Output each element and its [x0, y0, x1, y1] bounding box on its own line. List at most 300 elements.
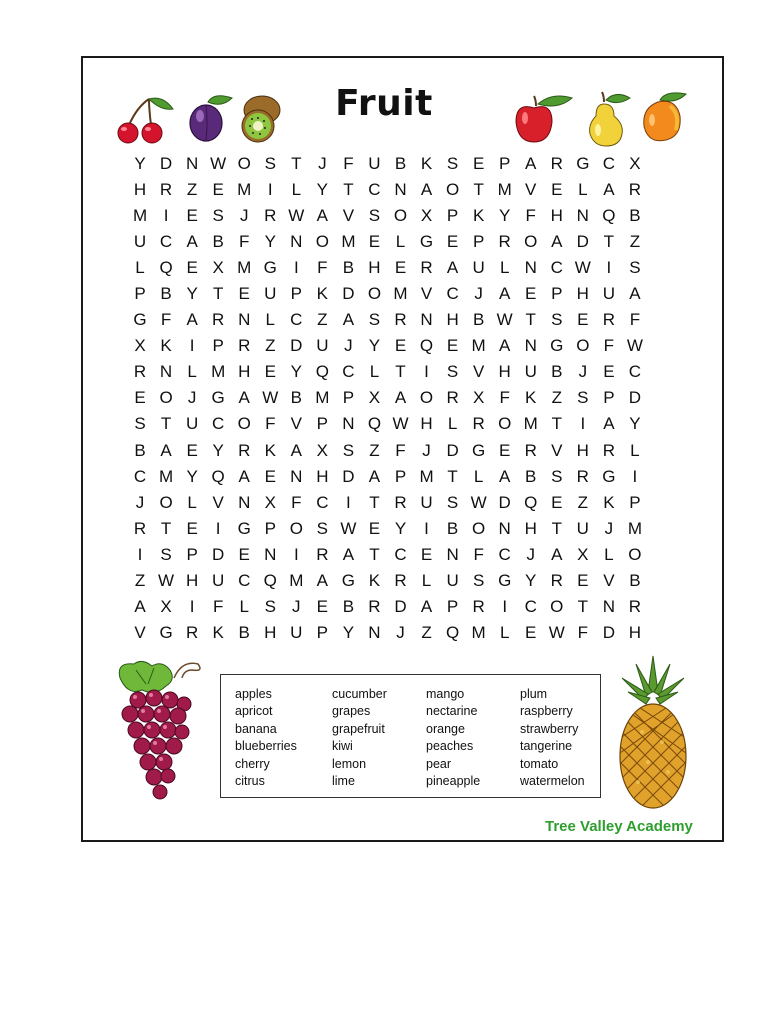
grid-letter: F	[265, 414, 276, 434]
grid-letter: T	[473, 180, 484, 200]
grid-letter: T	[291, 154, 302, 174]
grid-letter: B	[160, 284, 172, 304]
grid-letter: A	[238, 466, 250, 486]
grid-letter: R	[628, 180, 642, 200]
grid-letter: Z	[421, 622, 432, 642]
grid-letter: U	[524, 362, 537, 382]
grid-letter: B	[472, 310, 485, 330]
mango-icon	[640, 90, 692, 146]
grid-letter: D	[342, 284, 355, 304]
grid-letter: L	[499, 622, 510, 642]
grid-letter: I	[502, 596, 508, 616]
grid-letter: R	[576, 466, 589, 486]
grid-letter: H	[133, 180, 147, 200]
grid-letter: C	[290, 310, 303, 330]
grid-letter: T	[212, 284, 224, 304]
grid-letter: Z	[551, 388, 562, 408]
grid-letter: C	[394, 544, 407, 564]
word-list-box	[220, 674, 601, 798]
grid-letter: S	[316, 518, 329, 538]
grid-letter: J	[422, 440, 431, 460]
grid-letter: O	[393, 206, 408, 226]
grid-letter: E	[446, 336, 459, 356]
grid-letter: M	[158, 466, 174, 486]
grid-letter: C	[368, 180, 381, 200]
grid-letter: A	[551, 232, 563, 252]
grid-letter: S	[368, 310, 381, 330]
grid-letter: F	[212, 596, 224, 616]
grid-letter: M	[419, 466, 434, 486]
grid-letter: U	[290, 622, 303, 642]
grid-letter: L	[630, 440, 640, 460]
word-list-item: cherry	[235, 756, 270, 771]
grid-letter: H	[185, 570, 199, 590]
grid-letter: A	[316, 570, 329, 590]
grid-letter: A	[420, 596, 433, 616]
grid-letter: C	[628, 362, 642, 382]
grid-letter: K	[525, 388, 537, 408]
grid-letter: B	[551, 362, 563, 382]
grid-letter: N	[238, 310, 251, 330]
grid-letter: R	[238, 336, 251, 356]
grid-letter: I	[163, 206, 169, 226]
grid-letter: T	[551, 518, 562, 538]
grid-letter: Z	[186, 180, 198, 200]
word-list-item: banana	[235, 721, 277, 736]
grid-letter: F	[499, 388, 510, 408]
grid-letter: X	[472, 388, 485, 408]
grid-letter: K	[603, 492, 615, 512]
grid-letter: Y	[629, 414, 641, 434]
grid-letter: M	[237, 258, 252, 278]
word-list-item: nectarine	[426, 704, 478, 719]
grid-letter: F	[395, 440, 406, 460]
grid-letter: R	[133, 518, 147, 538]
grid-letter: W	[340, 518, 357, 538]
grid-letter: N	[602, 596, 615, 616]
grid-letter: C	[602, 154, 615, 174]
grid-letter: L	[604, 544, 614, 564]
grid-letter: B	[525, 466, 537, 486]
word-column-3	[426, 686, 480, 790]
grid-letter: Z	[369, 440, 380, 460]
grid-letter: E	[212, 180, 224, 200]
grid-letter: X	[420, 206, 433, 226]
grid-letter: J	[239, 206, 249, 226]
grid-letter: Y	[394, 518, 407, 538]
page-title: Fruit	[335, 83, 433, 124]
grid-letter: R	[602, 440, 615, 460]
grid-letter: L	[187, 492, 197, 512]
grid-letter: S	[342, 440, 355, 460]
grid-letter: E	[551, 492, 563, 512]
grid-letter: K	[472, 206, 485, 226]
grid-letter: V	[551, 440, 563, 460]
grid-letter: S	[446, 362, 459, 382]
grid-letter: R	[472, 596, 485, 616]
grid-letter: E	[472, 154, 485, 174]
grid-letter: U	[264, 284, 277, 304]
grid-letter: O	[472, 518, 486, 538]
grid-letter: O	[237, 414, 251, 434]
grid-letter: N	[159, 362, 173, 382]
grid-letter: M	[289, 570, 304, 590]
grid-letter: R	[628, 596, 642, 616]
grid-letter: S	[134, 414, 146, 434]
grid-letter: F	[343, 154, 354, 174]
grid-letter: S	[472, 570, 485, 590]
grid-letter: Q	[367, 414, 382, 434]
grid-letter: X	[629, 154, 641, 174]
grid-letter: H	[446, 310, 459, 330]
grid-letter: R	[498, 232, 511, 252]
grid-letter: A	[368, 466, 381, 486]
word-list-item: kiwi	[332, 739, 353, 754]
grid-letter: W	[392, 414, 409, 434]
grid-letter: B	[212, 232, 224, 252]
grid-letter: X	[316, 440, 329, 460]
grid-letter: S	[160, 544, 172, 564]
grid-letter: H	[368, 258, 381, 278]
grid-letter: Q	[159, 258, 173, 278]
grid-letter: Q	[263, 570, 277, 590]
pear-icon	[586, 90, 632, 148]
grid-letter: B	[629, 570, 641, 590]
grid-letter: R	[133, 362, 147, 382]
grid-letter: Y	[186, 284, 198, 304]
grid-letter: J	[344, 336, 353, 356]
grid-letter: D	[394, 596, 407, 616]
grid-letter: H	[576, 440, 589, 460]
grid-letter: P	[134, 284, 146, 304]
grid-letter: L	[135, 258, 145, 278]
grid-letter: T	[343, 180, 354, 200]
grid-letter: E	[238, 284, 250, 304]
grid-letter: E	[264, 362, 276, 382]
grid-letter: Y	[212, 440, 224, 460]
grid-letter: A	[134, 596, 146, 616]
grid-letter: A	[186, 310, 198, 330]
grid-letter: R	[238, 440, 251, 460]
grid-letter: F	[317, 258, 328, 278]
grid-letter: U	[368, 154, 381, 174]
grid-letter: L	[499, 258, 510, 278]
grid-letter: Z	[134, 570, 146, 590]
grid-letter: L	[291, 180, 302, 200]
grid-letter: U	[212, 570, 225, 590]
grid-letter: W	[496, 310, 513, 330]
grid-letter: E	[186, 258, 198, 278]
word-list-item: apples	[235, 687, 272, 701]
grid-letter: P	[603, 388, 615, 408]
grid-letter: J	[292, 596, 301, 616]
grid-letter: K	[316, 284, 329, 304]
grid-letter: I	[346, 492, 351, 512]
grid-letter: H	[238, 362, 251, 382]
grid-letter: I	[632, 466, 638, 486]
grid-letter: U	[602, 284, 615, 304]
word-list-item: peaches	[426, 739, 474, 754]
grid-letter: R	[212, 310, 225, 330]
grid-letter: Z	[629, 232, 641, 252]
grid-letter: O	[419, 388, 434, 408]
grid-letter: T	[395, 362, 406, 382]
grid-letter: L	[421, 570, 432, 590]
grid-letter: Z	[317, 310, 328, 330]
word-list-item: citrus	[235, 774, 265, 789]
grid-letter: P	[316, 414, 329, 434]
grid-letter: J	[396, 622, 405, 642]
grid-letter: W	[470, 492, 487, 512]
grid-letter: W	[626, 336, 643, 356]
grid-letter: E	[238, 544, 250, 564]
grid-letter: S	[577, 388, 589, 408]
grid-letter: M	[471, 622, 486, 642]
grid-letter: C	[446, 284, 459, 304]
grid-letter: J	[578, 362, 588, 382]
grid-letter: F	[629, 310, 641, 330]
grid-letter: C	[550, 258, 563, 278]
grid-letter: G	[576, 154, 590, 174]
grid-letter: F	[160, 310, 172, 330]
grid-letter: G	[263, 258, 277, 278]
grid-letter: W	[158, 570, 175, 590]
grid-letter: J	[187, 388, 197, 408]
word-list-item: watermelon	[520, 774, 585, 789]
grid-letter: R	[159, 180, 173, 200]
grid-letter: T	[160, 414, 172, 434]
grid-letter: P	[316, 622, 329, 642]
grid-letter: D	[498, 492, 511, 512]
grid-letter: A	[525, 154, 537, 174]
grapes-illustration	[112, 656, 208, 814]
grid-letter: Q	[602, 206, 616, 226]
word-list-item: plum	[520, 687, 548, 701]
grid-letter: N	[394, 180, 407, 200]
grid-letter: U	[185, 414, 199, 434]
grid-letter: V	[134, 622, 146, 642]
grid-letter: R	[368, 596, 381, 616]
grid-letter: O	[159, 492, 173, 512]
grid-letter: N	[368, 622, 381, 642]
grid-letter: Y	[290, 362, 302, 382]
grid-letter: X	[577, 544, 589, 564]
grid-letter: J	[135, 492, 145, 512]
grid-letter: T	[160, 518, 172, 538]
grid-letter: A	[603, 180, 615, 200]
grid-letter: L	[239, 596, 249, 616]
grid-letter: E	[577, 570, 589, 590]
grid-letter: D	[342, 466, 355, 486]
grid-letter: K	[420, 154, 433, 174]
grid-letter: D	[212, 544, 225, 564]
grid-letter: L	[187, 362, 197, 382]
grid-letter: A	[551, 544, 563, 564]
grid-letter: Y	[186, 466, 198, 486]
grid-letter: P	[212, 336, 224, 356]
grid-letter: M	[315, 388, 330, 408]
grid-letter: P	[186, 544, 198, 564]
grid-letter: N	[498, 518, 511, 538]
grid-letter: O	[576, 336, 590, 356]
word-column-1	[235, 686, 297, 790]
grid-letter: H	[550, 206, 563, 226]
grid-letter: Y	[316, 180, 329, 200]
grid-letter: C	[133, 466, 147, 486]
word-list-item: apricot	[235, 704, 273, 719]
pineapple-illustration	[612, 652, 694, 814]
grid-letter: S	[551, 466, 563, 486]
grid-letter: S	[212, 206, 224, 226]
grid-letter: X	[134, 336, 146, 356]
grid-letter: I	[137, 544, 143, 564]
grid-letter: L	[447, 414, 458, 434]
grid-letter: H	[628, 622, 642, 642]
word-list-item: tomato	[520, 756, 559, 771]
grid-letter: C	[159, 232, 173, 252]
grid-letter: H	[524, 518, 537, 538]
grid-letter: P	[290, 284, 302, 304]
grid-letter: P	[446, 206, 459, 226]
grid-letter: P	[342, 388, 355, 408]
grid-letter: K	[264, 440, 276, 460]
grid-letter: N	[290, 466, 303, 486]
grid-letter: B	[238, 622, 250, 642]
grid-letter: S	[629, 258, 641, 278]
grid-letter: V	[342, 206, 355, 226]
grid-letter: G	[472, 440, 486, 460]
grid-letter: I	[189, 336, 195, 356]
grid-letter: M	[627, 518, 642, 538]
grid-letter: G	[602, 466, 616, 486]
grid-letter: N	[290, 232, 303, 252]
grid-letter: J	[526, 544, 535, 564]
grid-letter: O	[550, 596, 564, 616]
grid-letter: U	[472, 258, 485, 278]
grid-letter: S	[368, 206, 381, 226]
grid-letter: G	[341, 570, 356, 590]
grid-letter: M	[237, 180, 252, 200]
grid-letter: W	[210, 154, 227, 174]
word-search-grid	[127, 151, 648, 646]
grid-letter: X	[368, 388, 381, 408]
grid-letter: Q	[445, 622, 460, 642]
word-column-2	[332, 686, 387, 790]
grid-letter: A	[499, 336, 511, 356]
grid-letter: N	[264, 544, 277, 564]
grid-letter: E	[368, 232, 381, 252]
grid-letter: S	[446, 492, 459, 512]
grid-letter: S	[264, 154, 276, 174]
grid-letter: D	[159, 154, 173, 174]
grid-letter: X	[212, 258, 224, 278]
grid-letter: V	[290, 414, 302, 434]
grid-letter: Y	[368, 336, 381, 356]
grid-letter: X	[264, 492, 276, 512]
grid-letter: E	[551, 180, 563, 200]
grid-letter: H	[576, 284, 589, 304]
grid-letter: B	[629, 206, 641, 226]
grid-letter: E	[368, 518, 381, 538]
grid-letter: D	[446, 440, 459, 460]
word-list-item: lemon	[332, 756, 367, 771]
grid-letter: J	[604, 518, 614, 538]
grid-letter: H	[420, 414, 433, 434]
grid-letter: I	[293, 258, 299, 278]
grid-letter: Z	[265, 336, 276, 356]
grid-letter: R	[602, 310, 615, 330]
word-list-item: cucumber	[332, 687, 387, 701]
grid-letter: V	[212, 492, 224, 512]
grid-letter: A	[186, 232, 198, 252]
grid-letter: S	[551, 310, 563, 330]
grid-letter: C	[342, 362, 355, 382]
grid-letter: H	[264, 622, 277, 642]
grid-letter: H	[498, 362, 511, 382]
grid-letter: L	[395, 232, 406, 252]
grid-letter: R	[185, 622, 199, 642]
grid-letter: R	[394, 492, 407, 512]
grid-letter: B	[394, 154, 407, 174]
word-list-item: orange	[426, 721, 465, 736]
grid-letter: I	[580, 414, 586, 434]
grid-letter: O	[628, 544, 642, 564]
grid-letter: K	[160, 336, 172, 356]
grid-letter: I	[293, 544, 299, 564]
grid-letter: F	[473, 544, 484, 564]
word-list-item: raspberry	[520, 704, 573, 719]
grid-letter: W	[548, 622, 565, 642]
grid-letter: O	[159, 388, 173, 408]
grid-letter: A	[446, 258, 459, 278]
grid-letter: V	[603, 570, 615, 590]
grid-letter: G	[133, 310, 147, 330]
grid-letter: I	[215, 518, 221, 538]
grid-letter: Y	[342, 622, 355, 642]
grid-letter: N	[238, 492, 251, 512]
grid-letter: J	[474, 284, 483, 304]
grid-letter: P	[499, 154, 511, 174]
grid-letter: B	[134, 440, 146, 460]
word-list-item: blueberries	[235, 739, 297, 754]
grid-letter: I	[424, 518, 429, 538]
grid-letter: A	[629, 284, 641, 304]
grid-letter: O	[524, 232, 538, 252]
grid-letter: B	[342, 258, 355, 278]
grid-letter: S	[446, 154, 459, 174]
grid-letter: N	[446, 544, 459, 564]
grid-letter: C	[498, 544, 511, 564]
grid-letter: O	[237, 154, 251, 174]
grid-letter: Q	[315, 362, 329, 382]
word-list-item: grapefruit	[332, 721, 385, 736]
grid-letter: Q	[524, 492, 538, 512]
grid-letter: A	[420, 180, 433, 200]
grid-letter: D	[290, 336, 303, 356]
grid-letter: T	[369, 492, 380, 512]
grid-letter: N	[524, 336, 537, 356]
grid-letter: U	[420, 492, 433, 512]
grid-letter: T	[577, 596, 589, 616]
grid-letter: E	[316, 596, 329, 616]
grid-letter: N	[342, 414, 355, 434]
grid-letter: Z	[577, 492, 589, 512]
grid-letter: A	[316, 206, 329, 226]
grid-letter: R	[264, 206, 277, 226]
grid-letter: W	[574, 258, 591, 278]
word-list-item: pear	[426, 756, 452, 771]
grid-letter: O	[367, 284, 382, 304]
